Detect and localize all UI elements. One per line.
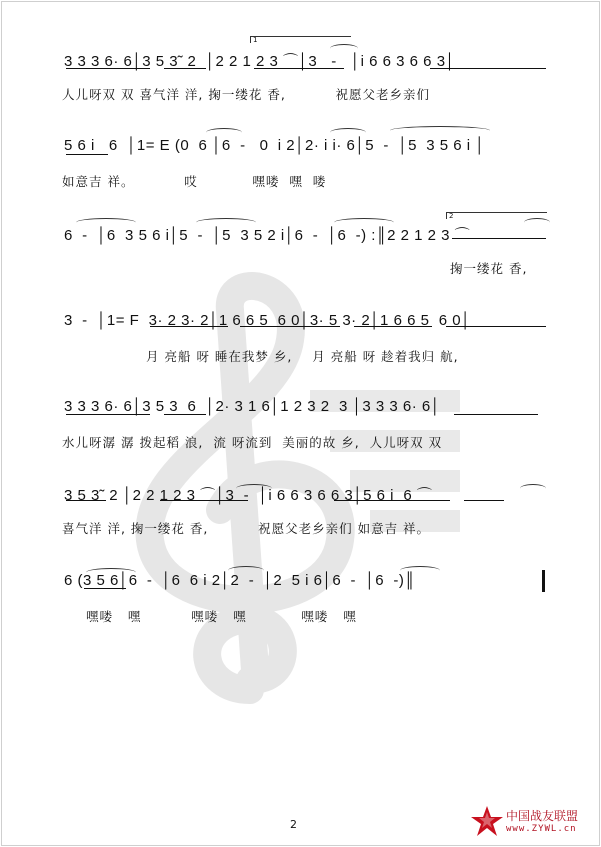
slur [206, 128, 242, 137]
slur [524, 218, 550, 227]
lyrics-row-7: 嘿喽 嘿 嘿喽 嘿 嘿喽 嘿 [86, 609, 357, 624]
beam-underline [454, 414, 538, 415]
star-logo-icon [470, 804, 504, 838]
slur [330, 128, 366, 137]
notation-row-4: 3 - │1= F 3· 2 3· 2│1 6 6 5 6 0│3· 5 3· 2│1 6 6 5 6 0│ [64, 312, 471, 329]
slur [390, 126, 490, 135]
slur [520, 484, 546, 493]
lyrics-row-2: 如意吉 祥。 哎 嘿喽 嘿 喽 [62, 174, 327, 189]
beam-underline [66, 154, 108, 155]
site-logo [470, 804, 595, 840]
volta-2: 2 [446, 212, 547, 219]
logo-url: www.ZYWL.cn [506, 824, 577, 834]
lyrics-row-5: 水儿呀潺 潺 拨起稻 浪, 流 呀流到 美丽的故 乡, 人儿呀双 双 [62, 435, 443, 450]
notation-row-7: 6 (3 5 6│6 - │6 6 i 2│2 - │2 5 i 6│6 - │6 -)║ [64, 572, 416, 589]
lyrics-row-6: 喜气洋 洋, 掬一缕花 香, 祝愿父老乡亲们 如意吉 祥。 [62, 521, 431, 536]
lyrics-row-1: 人儿呀双 双 喜气洋 洋, 掬一缕花 香, 祝愿父老乡亲们 [62, 87, 431, 102]
volta-1: 1 [250, 36, 351, 43]
notation-row-1: 3 3 3 6· 6│3 5 3̃ 2 │2 2 1 2 3 ⌒│3 - │i 6 6 3 6 6 3│ [64, 53, 456, 70]
notation-row-2: 5 6 i 6 │1= E (0 6 │6 - 0 i 2│2· i i· 6│5 - │5 3 5 6 i │ [64, 137, 486, 154]
notation-row-5: 3 3 3 6· 6│3 5 3 6 │2· 3 1 6│1 2 3 2 3 │3 3 3 6· 6│ [64, 398, 441, 415]
beam-underline [464, 500, 504, 501]
lyrics-row-4: 月 亮船 呀 睡在我梦 乡, 月 亮船 呀 趁着我归 航, [146, 349, 459, 364]
notation-row-6: 3 5 3̃ 2 │2 2 1 2 3 ⌒│3 - │i 6 6 3 6 6 3│5 6 i 6 ⌒ [64, 487, 433, 504]
final-barline [542, 570, 545, 592]
logo-name: 中国战友联盟 [506, 809, 579, 823]
notation-row-3: 6 - │6 3 5 6 i│5 - │5 3 5 2 i│6 - │6 -) :║2 2 1 2 3 ⌒ [64, 227, 471, 244]
lyrics-row-3: 掬一缕花 香, [450, 261, 528, 276]
page-number: 2 [290, 818, 297, 831]
